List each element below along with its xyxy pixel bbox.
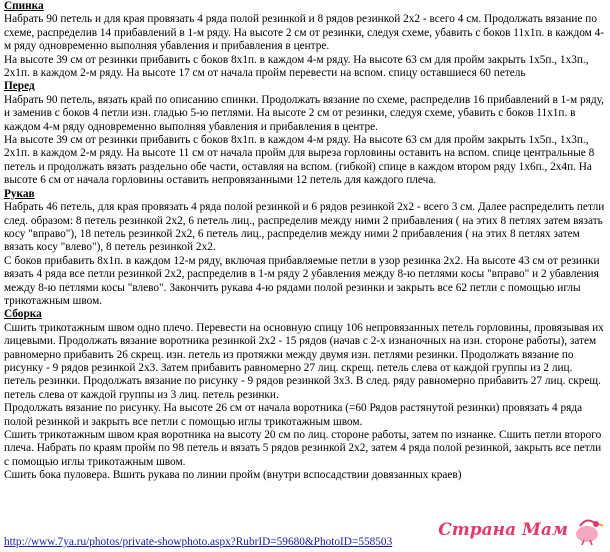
paragraph: Продолжать вязание по рисунку. На высоте 26 см от начала воротника (=60 Рядов растянутой резинки) провязать 4 ряда полой резинкой и закрыть все петли с помощью иглы трикотажным швом.: [4, 402, 583, 428]
paragraph: Набрать 90 петель, вязать край по описанию спинки. Продолжать вязание по схеме, распределив 16 прибавлений в 1-м ряду, и заменив с боков 4 петли изн. гладью 5-ю петлями. На высоте 2 см от резинки, следуя схеме, убавить с боков 11х1п. в каждом 4-м ряду одновременно выполняя убавления и прибавления в центре.: [4, 93, 604, 133]
watermark-text: Страна Мам: [438, 520, 568, 540]
paragraph: Сшить бока пуловера. Вшить рукава по линии пройм (внутри вспосадствии довязанных краев): [4, 469, 462, 482]
source-link[interactable]: http://www.7ya.ru/photos/private-showphoto.aspx?RubrID=59680&PhotoID=558503: [4, 536, 393, 548]
section-title: Сборка: [4, 308, 42, 321]
site-watermark: [438, 514, 604, 546]
paragraph: С боков прибавить 8х1п. в каждом 12-м ряду, включая прибавляемые петли в узор резинка 2х2. На высоте 43 см от резинки вязать 4 ряда все петли резинкой 2х2, распределив в 1-м ряду 2 убавления между 8-ю петлями косы "вправо" и 2 убавления между 8-ю петлями косы "влево". Закончить рукава 4-ю рядами полой резинки и закрыть все 62 петли с помощью иглы трикотажным швом.: [4, 254, 600, 307]
section-title: Рукав: [4, 187, 35, 200]
paragraph: Сшить трикотажным швом края воротника на высоту 20 см по лиц. стороне работы, затем по изнанке. Сшить петли второго плеча. Набрать по краям пройм по 98 петель и вязать 5 рядов резинкой 2х2, затем 4 ряда полой резинкой, закрыть все петли с помощью иглы трикотажным швом.: [4, 429, 602, 468]
pattern-document: [4, 0, 606, 483]
stork-icon: [570, 514, 604, 546]
paragraph: Набрать 90 петель и для края провязать 4 ряда полой резинкой и 8 рядов резинкой 2х2 - всего 4 см. Продолжать вязание по схеме, распределив 14 прибавлений в 1-м ряду. На высоте 2 см от резинки, следуя схеме, убавить с боков 11х1п. в каждом 4-м ряду одновременно выполняя убавления и прибавления в центре.: [4, 13, 605, 53]
section-title: Спинка: [4, 0, 44, 12]
section-assembly: [4, 308, 606, 482]
paragraph: На высоте 39 см от резинки прибавить с боков 8х1п. в каждом 4-м ряду. На высоте 63 см для пройм закрыть 1х5п., 1х3п., 2х1п. в каждом 2-м ряду. На высоте 17 см от начала пройм перевести на вспом. спицу оставшиеся 60 петель: [4, 53, 589, 80]
paragraph: Сшить трикотажным швом одно плечо. Перевести на основную спицу 106 непровязанных петель горловины, провязывая их лицевыми. Продолжать вязание воротника резинкой 2х2 - 15 рядов (начав с 2-х изнаночных на изн. стороне работы), затем равномерно прибавить 26 скрещ. изн. петель из протяжки между двумя изн. петлями резинки. Продолжать вязание по рисунку - 9 рядов резинкой 2х3. Затем прибавить равномерно 27 лиц. скрещ. петель слева от каждой группы из 2 лиц. петель резинки. Продолжать вязание по рисунку - 9 рядов резинкой 3х3. В след. ряду равномерно прибавить 27 лиц. скрещ. петель слева от каждой группы из 3 лиц. петель резинки.: [4, 321, 604, 401]
paragraph: На высоте 39 см от резинки прибавить с боков 8х1п. в каждом 4-м ряду. На высоте 63 см для пройм закрыть 1х5п., 1х3п., 2х1п. в каждом 2-м ряду. На высоте 11 см от начала пройм для выреза горловины оставить на вспом. спице центральные 8 петель и продолжать вязать раздельно обе части, оставляя на вспом. (гибкой) спице в каждом втором ряду 1х6п., 2х4п. На высоте 6 см от начала горловины оставить непровязанными 12 петель для каждого плеча.: [4, 134, 595, 187]
section-title: Перед: [4, 80, 35, 93]
section-front: [4, 80, 606, 187]
section-sleeve: [4, 188, 606, 309]
paragraph: Набрать 46 петель, для края провязать 4 ряда полой резинкой и 6 рядов резинкой 2х2 - всего 3 см. Далее распределить петли след. образом: 8 петель резинкой 2х2, 6 петель лиц., распределив между ними 2 прибавления ( на этих 8 петлях затем вязать косу "вправо"), 18 петель резинкой 2х2, 6 петель лиц., распределив между ними 2 прибавления ( на этих 8 петлях затем вязать косу "влево"), 8 петель резинкой 2х2.: [4, 201, 605, 254]
section-back: [4, 0, 606, 80]
